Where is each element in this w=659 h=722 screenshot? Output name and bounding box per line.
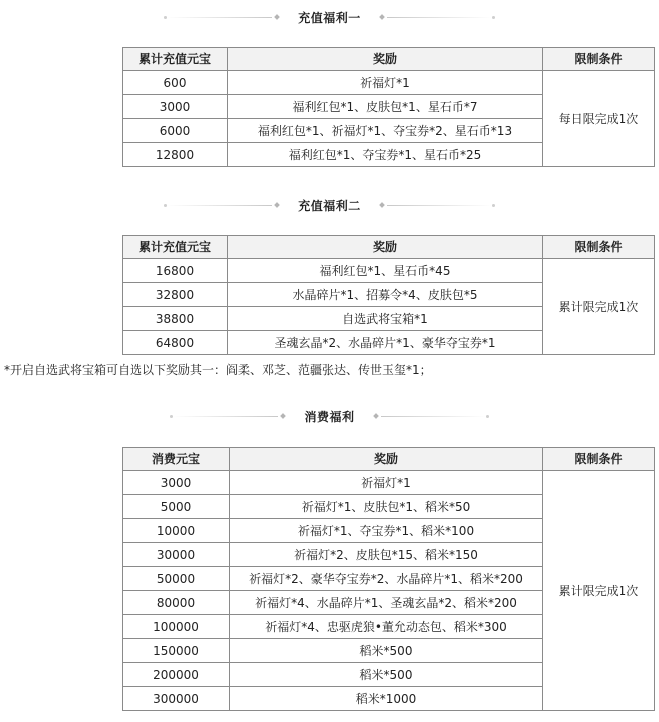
consumption-welfare-table xyxy=(122,447,655,711)
title-decoration-right xyxy=(377,15,495,19)
table-row xyxy=(123,471,655,495)
header-condition: 限制条件 xyxy=(543,48,655,71)
amount-cell: 30000 xyxy=(123,543,230,567)
amount-cell: 38800 xyxy=(123,307,228,331)
title-decoration-left xyxy=(164,15,282,19)
recharge-welfare-2-table xyxy=(122,235,655,355)
reward-cell: 水晶碎片*1、招募令*4、皮肤包*5 xyxy=(228,283,543,307)
reward-cell: 祈福灯*2、豪华夺宝券*2、水晶碎片*1、稻米*200 xyxy=(230,567,543,591)
reward-cell: 自选武将宝箱*1 xyxy=(228,307,543,331)
amount-cell: 3000 xyxy=(123,95,228,119)
amount-cell: 600 xyxy=(123,71,228,95)
amount-cell: 50000 xyxy=(123,567,230,591)
amount-cell: 64800 xyxy=(123,331,228,355)
header-condition: 限制条件 xyxy=(543,236,655,259)
amount-cell: 12800 xyxy=(123,143,228,167)
reward-cell: 祈福灯*1、夺宝券*1、稻米*100 xyxy=(230,519,543,543)
amount-cell: 80000 xyxy=(123,591,230,615)
reward-cell: 福利红包*1、皮肤包*1、星石币*7 xyxy=(228,95,543,119)
reward-cell: 稻米*500 xyxy=(230,639,543,663)
amount-cell: 100000 xyxy=(123,615,230,639)
amount-cell: 16800 xyxy=(123,259,228,283)
reward-cell: 稻米*500 xyxy=(230,663,543,687)
header-amount: 消费元宝 xyxy=(123,448,230,471)
table-header-row xyxy=(123,448,655,471)
title-decoration-right xyxy=(371,414,489,418)
title-decoration-left xyxy=(170,414,288,418)
condition-cell: 累计限完成1次 xyxy=(543,259,655,355)
section-2-title-bar xyxy=(0,196,659,214)
section-1-title: 充值福利一 xyxy=(298,10,361,25)
selectable-box-note: *开启自选武将宝箱可自选以下奖励其一：阎柔、邓芝、范疆张达、传世玉玺*1； xyxy=(4,363,432,377)
amount-cell: 5000 xyxy=(123,495,230,519)
section-1-title-bar xyxy=(0,8,659,26)
section-2-title: 充值福利二 xyxy=(298,198,361,213)
table-header-row xyxy=(123,236,655,259)
reward-cell: 福利红包*1、夺宝券*1、星石币*25 xyxy=(228,143,543,167)
header-amount: 累计充值元宝 xyxy=(123,48,228,71)
reward-cell: 祈福灯*1 xyxy=(230,471,543,495)
table-row xyxy=(123,71,655,95)
reward-cell: 福利红包*1、星石币*45 xyxy=(228,259,543,283)
table-row xyxy=(123,259,655,283)
condition-cell: 每日限完成1次 xyxy=(543,71,655,167)
amount-cell: 3000 xyxy=(123,471,230,495)
condition-cell: 累计限完成1次 xyxy=(543,471,655,711)
table-header-row xyxy=(123,48,655,71)
reward-cell: 祈福灯*1 xyxy=(228,71,543,95)
amount-cell: 6000 xyxy=(123,119,228,143)
header-condition: 限制条件 xyxy=(543,448,655,471)
header-reward: 奖励 xyxy=(228,236,543,259)
reward-cell: 祈福灯*4、忠驱虎狼•董允动态包、稻米*300 xyxy=(230,615,543,639)
header-amount: 累计充值元宝 xyxy=(123,236,228,259)
header-reward: 奖励 xyxy=(228,48,543,71)
reward-cell: 稻米*1000 xyxy=(230,687,543,711)
section-3-title: 消费福利 xyxy=(304,409,355,424)
reward-cell: 福利红包*1、祈福灯*1、夺宝券*2、星石币*13 xyxy=(228,119,543,143)
amount-cell: 10000 xyxy=(123,519,230,543)
reward-cell: 圣魂玄晶*2、水晶碎片*1、豪华夺宝券*1 xyxy=(228,331,543,355)
recharge-welfare-1-table xyxy=(122,47,655,167)
amount-cell: 200000 xyxy=(123,663,230,687)
reward-cell: 祈福灯*4、水晶碎片*1、圣魂玄晶*2、稻米*200 xyxy=(230,591,543,615)
title-decoration-left xyxy=(164,203,282,207)
section-3-title-bar xyxy=(0,407,659,425)
amount-cell: 32800 xyxy=(123,283,228,307)
title-decoration-right xyxy=(377,203,495,207)
amount-cell: 150000 xyxy=(123,639,230,663)
reward-cell: 祈福灯*1、皮肤包*1、稻米*50 xyxy=(230,495,543,519)
header-reward: 奖励 xyxy=(230,448,543,471)
amount-cell: 300000 xyxy=(123,687,230,711)
reward-cell: 祈福灯*2、皮肤包*15、稻米*150 xyxy=(230,543,543,567)
